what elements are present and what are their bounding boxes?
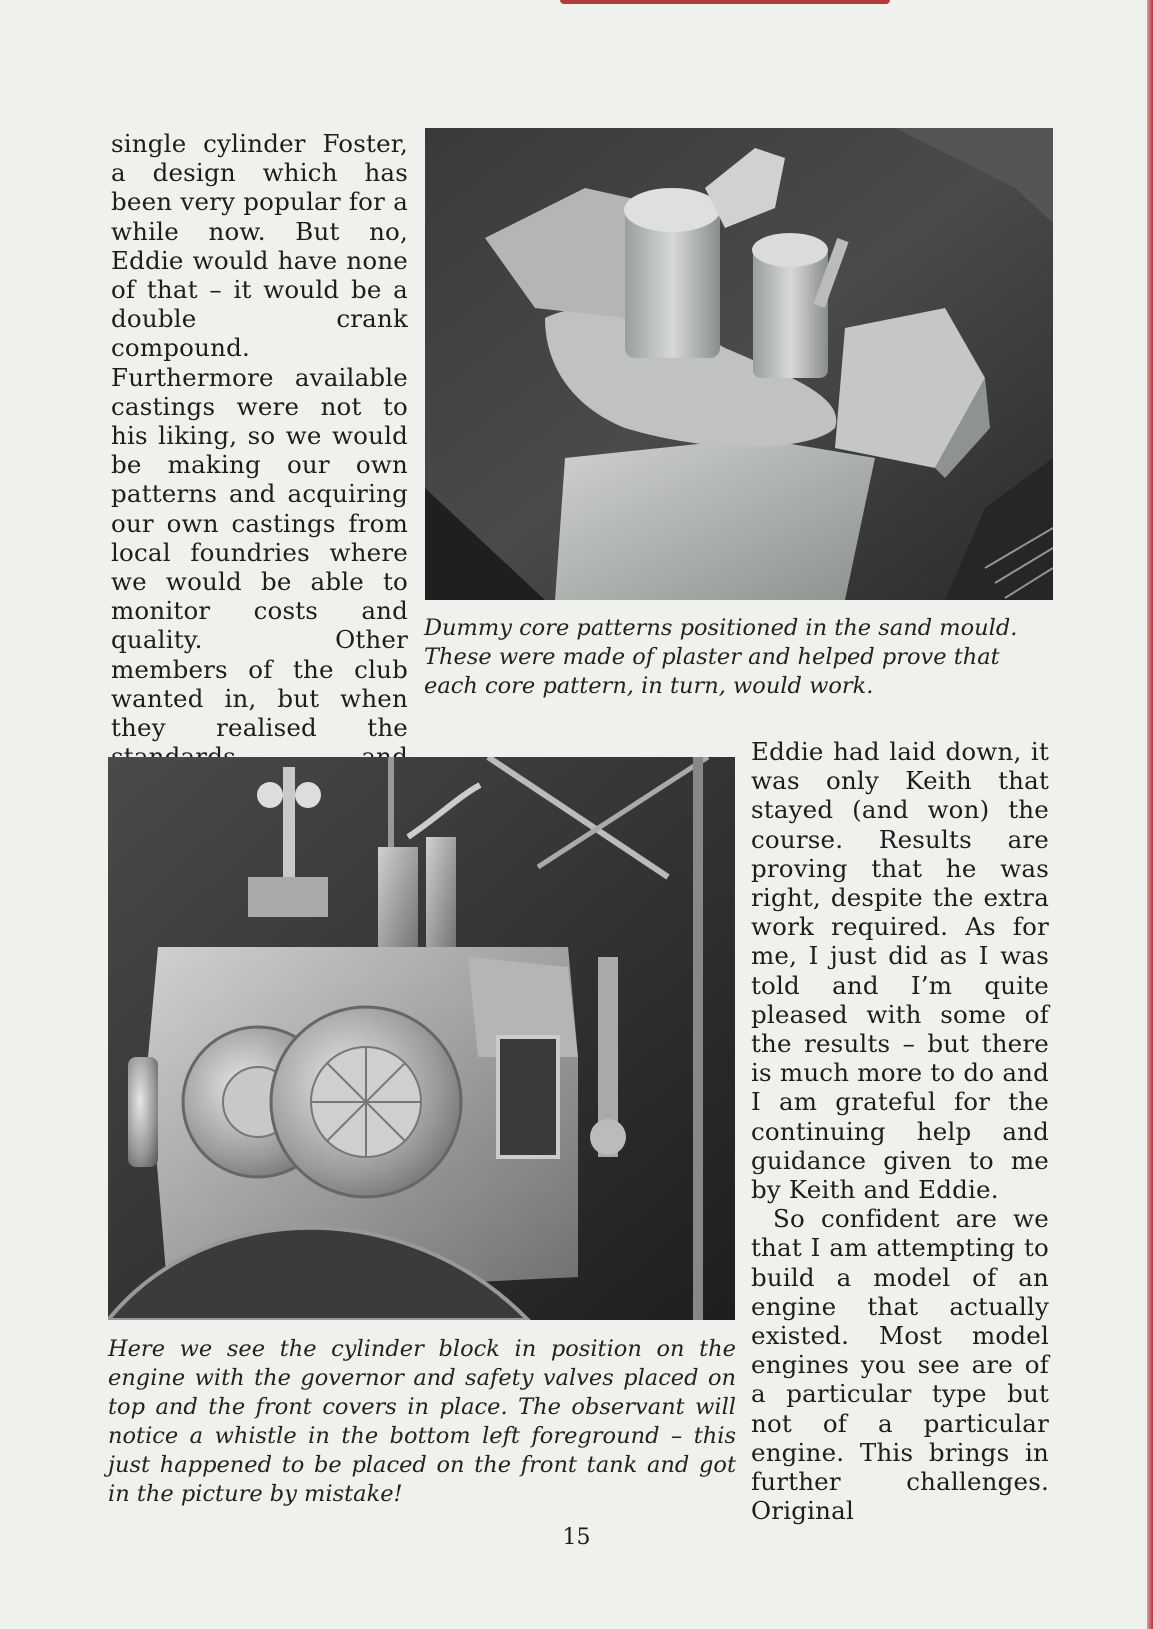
body-text-left-column <box>111 129 408 801</box>
page-number: 15 <box>562 1525 591 1550</box>
photo-cylinder-block <box>108 757 735 1320</box>
caption-core-patterns: Dummy core patterns positioned in the sand mould. These were made of plaster and helped prove that each core pattern, in turn, would work. <box>424 615 1018 699</box>
left-column-paragraph: single cylinder Foster, a design which has been very popular for a while now. But no, Eddie would have none of that – it would be a double crank compound. Furthermore available castings were not to his liking, so we would be making our own patterns and acquiring our own castings from local foundries where we would be able to monitor costs and quality. Other members of the club wanted in, but when they realised the <box>111 129 408 743</box>
right-column-paragraph-1: Eddie had laid down, it was only Keith that stayed (and won) the course. Results are proving that he was right, despite the extra work required. As for me, I just did as I was told and I’m quite pleased with some of the results – but there is much more to do and I am grateful for the continuing help and guidance given to me by Keith and Eddie. <box>751 737 1049 1205</box>
body-text-right-column <box>751 737 1049 1525</box>
cylinder-block-image <box>108 757 735 1320</box>
core-patterns-image <box>425 128 1053 600</box>
page-edge-red <box>1147 0 1153 1629</box>
photo-core-patterns <box>425 128 1053 600</box>
right-column-paragraph-2: So confident are we that I am attempting to build a model of an engine that actually existed. Most model engines you see are of a particular type but not of a particular engine. This brings in further challenges. Original <box>751 1204 1049 1526</box>
top-edge-mark <box>560 0 890 4</box>
caption-cylinder-block: Here we see the cylinder block in position on the engine with the governor and safety valves placed on top and the front covers in place. The observant will notice a whistle in the bottom left foreground – this just happened to be placed on the front tank and got in the picture by mistake! <box>108 1336 736 1507</box>
